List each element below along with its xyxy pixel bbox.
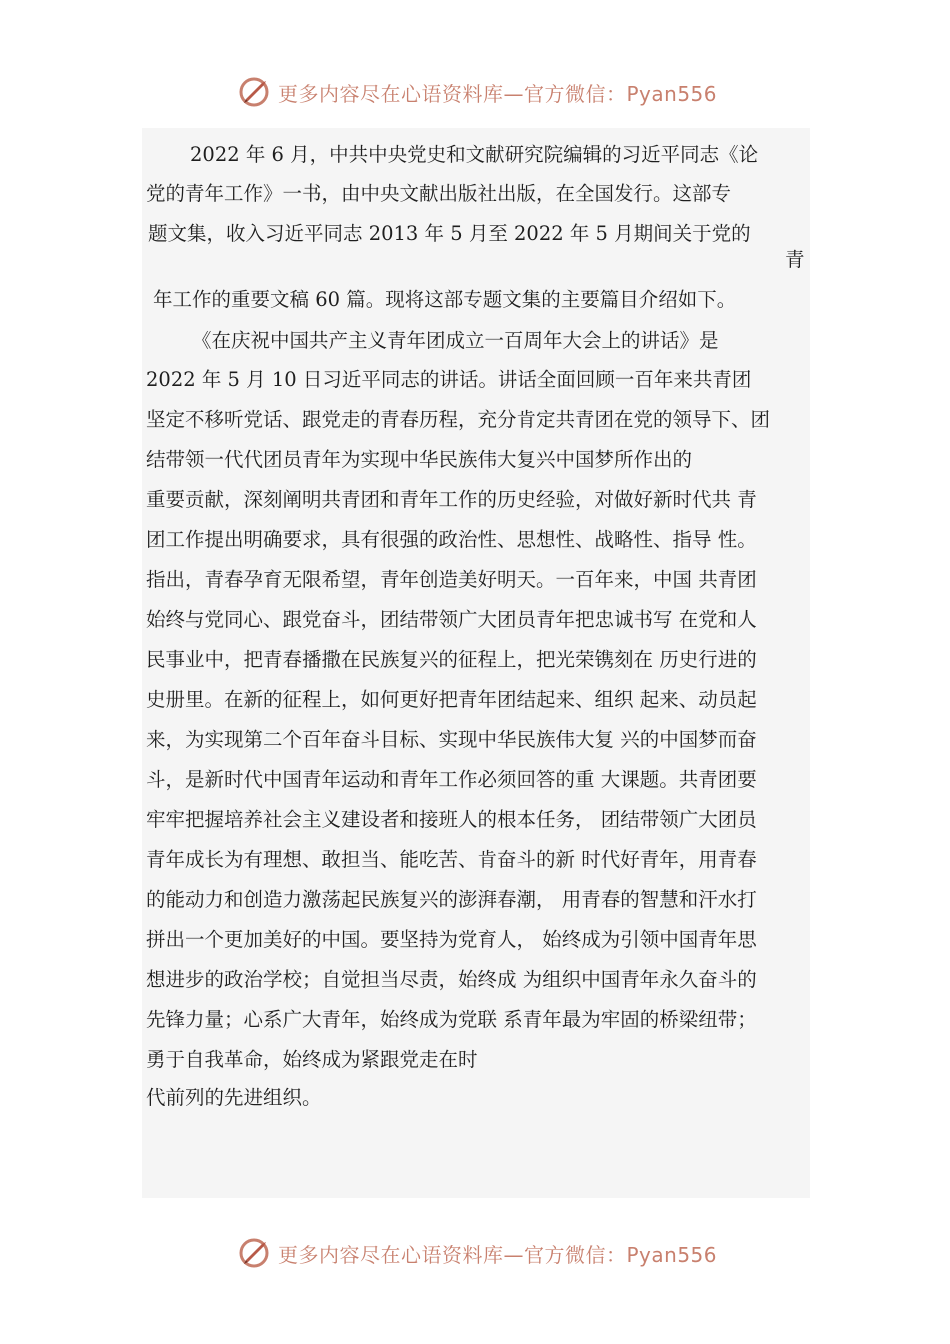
text-line: 年工作的重要文稿 60 篇。现将这部专题文集的主要篇目介绍如下。 — [153, 288, 737, 311]
text-line: 先锋力量；心系广大青年，始终成为党联 系青年最为牢固的桥梁纽带； — [146, 1008, 757, 1031]
text-line: 重要贡献，深刻阐明共青团和青年工作的历史经验，对做好新时代共 青 — [146, 488, 757, 511]
text-line: 党的青年工作》一书，由中央文献出版社出版，在全国发行。这部专 — [146, 182, 732, 205]
text-line: 拼出一个更加美好的中国。要坚持为党育人， 始终成为引领中国青年思 — [146, 928, 757, 951]
text-line: 2022 年 5 月 10 日习近平同志的讲话。讲话全面回顾一百年来共青团 — [146, 368, 752, 391]
pen-logo-icon — [238, 1236, 272, 1270]
watermark-text: 更多内容尽在心语资料库—官方微信：Pyan556 — [278, 1242, 718, 1267]
text-line: 斗，是新时代中国青年运动和青年工作必须回答的重 大课题。共青团要 — [146, 768, 757, 791]
text-line: 2022 年 6 月，中共中央党史和文献研究院编辑的习近平同志《论 — [190, 143, 759, 166]
text-line: 始终与党同心、跟党奋斗，团结带领广大团员青年把忠诚书写 在党和人 — [146, 608, 757, 631]
text-line: 想进步的政治学校；自觉担当尽责，始终成 为组织中国青年永久奋斗的 — [146, 968, 757, 991]
text-line: 青年成长为有理想、敢担当、能吃苦、肯奋斗的新 时代好青年，用青春 — [146, 848, 757, 871]
text-line: 结带领一代代团员青年为实现中华民族伟大复兴中国梦所作出的 — [146, 448, 693, 471]
text-line: 牢牢把握培养社会主义建设者和接班人的根本任务， 团结带领广大团员 — [146, 808, 757, 831]
text-line: 《在庆祝中国共产主义青年团成立一百周年大会上的讲话》是 — [192, 329, 719, 352]
header-watermark — [238, 72, 717, 112]
text-line: 勇于自我革命，始终成为紧跟党走在时 — [146, 1048, 478, 1071]
text-line: 指出，青春孕育无限希望，青年创造美好明天。一百年来，中国 共青团 — [146, 568, 757, 591]
footer-watermark — [238, 1233, 717, 1273]
watermark-text: 更多内容尽在心语资料库—官方微信：Pyan556 — [278, 81, 718, 106]
text-line: 青 — [785, 248, 805, 271]
text-line: 来，为实现第二个百年奋斗目标、实现中华民族伟大复 兴的中国梦而奋 — [146, 728, 757, 751]
text-line: 史册里。在新的征程上，如何更好把青年团结起来、组织 起来、动员起 — [146, 688, 757, 711]
text-line: 团工作提出明确要求，具有很强的政治性、思想性、战略性、指导 性。 — [146, 528, 757, 551]
text-line: 题文集，收入习近平同志 2013 年 5 月至 2022 年 5 月期间关于党的 — [148, 222, 751, 245]
text-line: 民事业中，把青春播撒在民族复兴的征程上，把光荣镌刻在 历史行进的 — [146, 648, 757, 671]
text-line: 坚定不移听党话、跟党走的青春历程，充分肯定共青团在党的领导下、团 — [146, 408, 771, 431]
text-line: 代前列的先进组织。 — [146, 1086, 322, 1109]
pen-logo-icon — [238, 75, 272, 109]
text-line: 的能动力和创造力激荡起民族复兴的澎湃春潮， 用青春的智慧和汗水打 — [146, 888, 757, 911]
